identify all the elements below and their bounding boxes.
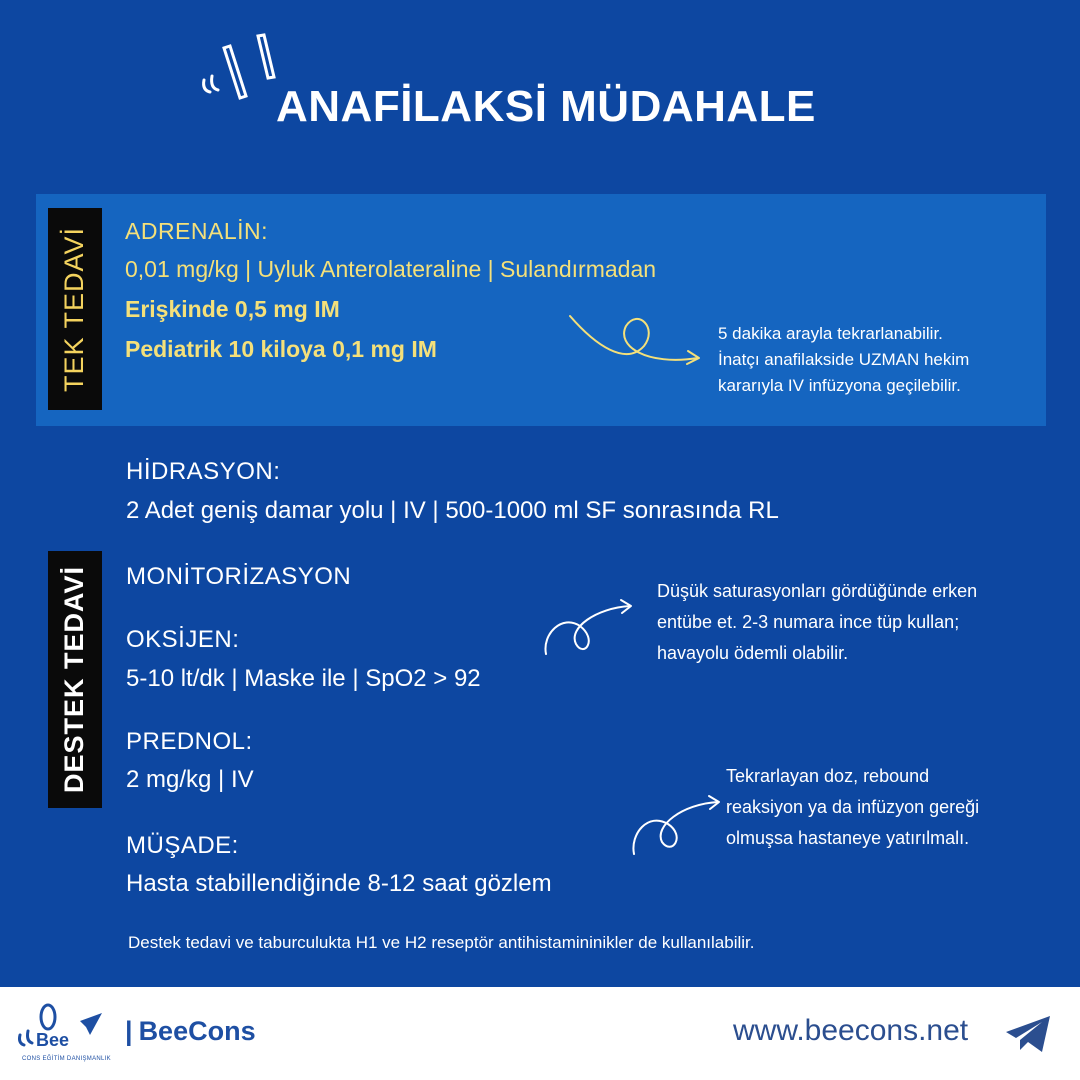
hidrasyon-value: 2 Adet geniş damar yolu | IV | 500-1000 ml SF sonrasında RL (126, 497, 779, 524)
adrenalin-note (718, 321, 969, 399)
sparkle-icon (196, 28, 286, 108)
tab-tek-label: TEK TEDAVİ (59, 226, 90, 392)
hidrasyon-heading: HİDRASYON: (126, 458, 281, 485)
adrenalin-adult-dose: Erişkinde 0,5 mg IM (125, 296, 340, 322)
page-title: ANAFİLAKSİ MÜDAHALE (276, 82, 816, 131)
curl-arrow-icon (626, 790, 726, 858)
telegram-icon[interactable] (1004, 1014, 1052, 1054)
monitorizasyon-heading: MONİTORİZASYON (126, 563, 352, 590)
adrenalin-note-line: 5 dakika arayla tekrarlanabilir. (718, 324, 943, 343)
oksijen-value: 5-10 lt/dk | Maske ile | SpO2 > 92 (126, 665, 481, 692)
logo-text: Bee (36, 1030, 70, 1050)
logo-subtitle: CONS EĞİTİM DANIŞMANLIK (22, 1056, 111, 1062)
tab-tek-tedavi (48, 208, 102, 410)
prednol-heading: PREDNOL: (126, 728, 253, 755)
adrenalin-dose: 0,01 mg/kg | Uyluk Anterolateraline | Sulandırmadan (125, 256, 657, 282)
musade-heading: MÜŞADE: (126, 832, 239, 859)
brand-separator: | (125, 1016, 133, 1046)
tab-destek-label: DESTEK TEDAVİ (59, 565, 90, 794)
oksijen-note-line: havayolu ödemli olabilir. (657, 643, 849, 663)
oksijen-heading: OKSİJEN: (126, 626, 240, 653)
prednol-note-line: olmuşsa hastaneye yatırılmalı. (726, 828, 970, 848)
adrenalin-heading: ADRENALİN: (125, 218, 269, 244)
adrenalin-pediatric-dose: Pediatrik 10 kiloya 0,1 mg IM (125, 336, 437, 362)
prednol-note-line: Tekrarlayan doz, rebound (726, 766, 930, 786)
footnote: Destek tedavi ve taburculukta H1 ve H2 reseptör antihistamininikler de kullanılabilir. (128, 933, 755, 952)
oksijen-note (657, 576, 977, 669)
prednol-note (726, 761, 979, 854)
website-link[interactable]: www.beecons.net (733, 1014, 969, 1047)
oksijen-note-line: entübe et. 2-3 numara ince tüp kullan; (657, 612, 960, 632)
brand-label: BeeCons (138, 1016, 256, 1046)
prednol-value: 2 mg/kg | IV (126, 766, 254, 793)
prednol-note-line: reaksiyon ya da infüzyon gereği (726, 797, 980, 817)
tab-destek-tedavi (48, 551, 102, 808)
brand-name (125, 1016, 256, 1047)
adrenalin-note-line: İnatçı anafilakside UZMAN hekim (718, 350, 970, 369)
curl-arrow-icon (540, 594, 640, 660)
adrenalin-note-line: kararıyla IV infüzyona geçilebilir. (718, 376, 961, 395)
oksijen-note-line: Düşük saturasyonları gördüğünde erken (657, 581, 978, 601)
musade-value: Hasta stabillendiğinde 8-12 saat gözlem (126, 870, 552, 897)
